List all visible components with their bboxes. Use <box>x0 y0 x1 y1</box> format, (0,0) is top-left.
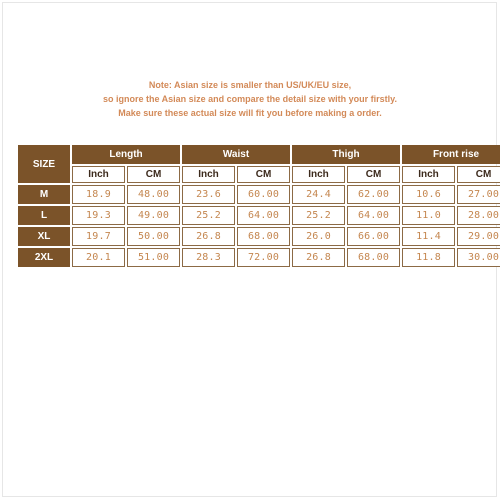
size-note <box>0 78 500 120</box>
group-header-waist: Waist <box>182 145 290 164</box>
unit-header-cm: CM <box>237 166 290 183</box>
thigh-inch-value: 24.4 <box>292 185 345 204</box>
unit-header-row <box>18 166 500 183</box>
unit-header-cm: CM <box>457 166 500 183</box>
note-line-2: so ignore the Asian size and compare the detail size with your firstly. <box>102 94 398 104</box>
size-column-header: SIZE <box>18 145 70 183</box>
waist-inch-value: 23.6 <box>182 185 235 204</box>
front-rise-inch-value: 10.6 <box>402 185 455 204</box>
waist-cm-value: 68.00 <box>237 227 290 246</box>
waist-inch-value: 28.3 <box>182 248 235 267</box>
table-row <box>18 206 500 225</box>
length-cm-value: 49.00 <box>127 206 180 225</box>
unit-header-cm: CM <box>347 166 400 183</box>
note-line-3: Make sure these actual size will fit you before making a order. <box>118 108 382 118</box>
thigh-inch-value: 26.8 <box>292 248 345 267</box>
length-inch-value: 20.1 <box>72 248 125 267</box>
thigh-cm-value: 68.00 <box>347 248 400 267</box>
length-inch-value: 19.3 <box>72 206 125 225</box>
group-header-front-rise: Front rise <box>402 145 500 164</box>
thigh-cm-value: 64.00 <box>347 206 400 225</box>
front-rise-inch-value: 11.8 <box>402 248 455 267</box>
waist-inch-value: 26.8 <box>182 227 235 246</box>
length-cm-value: 51.00 <box>127 248 180 267</box>
group-header-thigh: Thigh <box>292 145 400 164</box>
length-inch-value: 18.9 <box>72 185 125 204</box>
size-chart-table <box>16 143 500 269</box>
size-label: XL <box>18 227 70 246</box>
note-line-1: Note: Asian size is smaller than US/UK/EU size, <box>148 80 352 90</box>
unit-header-inch: Inch <box>402 166 455 183</box>
thigh-cm-value: 66.00 <box>347 227 400 246</box>
unit-header-inch: Inch <box>292 166 345 183</box>
size-label: 2XL <box>18 248 70 267</box>
front-rise-cm-value: 29.00 <box>457 227 500 246</box>
unit-header-cm: CM <box>127 166 180 183</box>
waist-cm-value: 60.00 <box>237 185 290 204</box>
table-row <box>18 248 500 267</box>
group-header-length: Length <box>72 145 180 164</box>
group-header-row <box>18 145 500 164</box>
front-rise-inch-value: 11.4 <box>402 227 455 246</box>
thigh-inch-value: 25.2 <box>292 206 345 225</box>
thigh-cm-value: 62.00 <box>347 185 400 204</box>
table-row <box>18 227 500 246</box>
length-inch-value: 19.7 <box>72 227 125 246</box>
front-rise-cm-value: 27.00 <box>457 185 500 204</box>
waist-inch-value: 25.2 <box>182 206 235 225</box>
front-rise-inch-value: 11.0 <box>402 206 455 225</box>
front-rise-cm-value: 28.00 <box>457 206 500 225</box>
size-label: L <box>18 206 70 225</box>
length-cm-value: 50.00 <box>127 227 180 246</box>
waist-cm-value: 64.00 <box>237 206 290 225</box>
waist-cm-value: 72.00 <box>237 248 290 267</box>
length-cm-value: 48.00 <box>127 185 180 204</box>
table-row <box>18 185 500 204</box>
unit-header-inch: Inch <box>72 166 125 183</box>
unit-header-inch: Inch <box>182 166 235 183</box>
size-label: M <box>18 185 70 204</box>
thigh-inch-value: 26.0 <box>292 227 345 246</box>
front-rise-cm-value: 30.00 <box>457 248 500 267</box>
